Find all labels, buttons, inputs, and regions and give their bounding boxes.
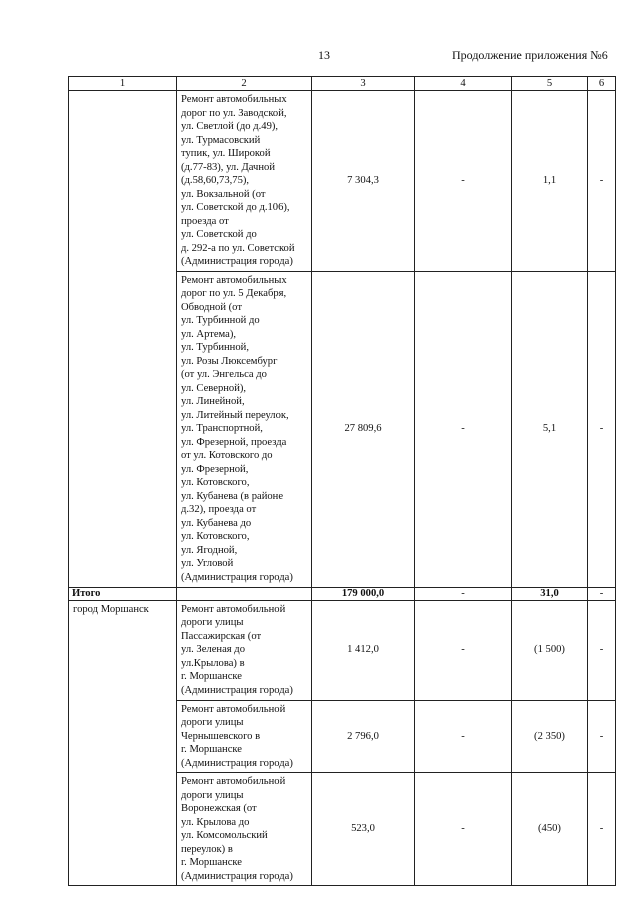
column-header: 1 xyxy=(69,77,177,91)
empty-cell xyxy=(69,91,177,588)
total-label: Итого xyxy=(69,587,177,600)
col4-cell: - xyxy=(415,700,512,773)
col6-cell: - xyxy=(588,91,616,272)
work-description: Ремонт автомобильных дорог по ул. Заводской, ул. Светлой (до д.49), ул. Турмасовский тупик, ул. Широкой (д.77-83), ул. Дачной (д.58,60,73,75), ул. Вокзальной (от ул. Советской до д.106), проезда от ул. Советской до д. 292-а по ул. Советской (Администрация города) xyxy=(177,91,312,272)
continuation-caption: Продолжение приложения №6 xyxy=(452,48,608,62)
col5-cell: (450) xyxy=(512,773,588,886)
work-description: Ремонт автомобильных дорог по ул. 5 Декабря, Обводной (от ул. Турбинной до ул. Артема), ул. Турбинной, ул. Розы Люксембург (от ул. Энгельса до ул. Северной), ул. Линейной, ул. Литейный переулок, ул. Транспортной, ул. Фрезерной, проезда от ул. Котовского до ул. Фрезерной, ул. Котовского, ул. Кубанева (в районе д.32), проезда от ул. Кубанева до ул. Котовского, ул. Ягодной, ул. Угловой (Администрация города) xyxy=(177,271,312,587)
total-col6: - xyxy=(588,587,616,600)
column-header: 5 xyxy=(512,77,588,91)
amount-cell: 1 412,0 xyxy=(312,600,415,700)
empty-cell xyxy=(177,587,312,600)
table-row xyxy=(69,91,616,272)
amount-cell: 27 809,6 xyxy=(312,271,415,587)
col5-cell: (1 500) xyxy=(512,600,588,700)
total-row xyxy=(69,587,616,600)
column-header: 6 xyxy=(588,77,616,91)
col5-cell: 5,1 xyxy=(512,271,588,587)
amount-cell: 7 304,3 xyxy=(312,91,415,272)
total-col4: - xyxy=(415,587,512,600)
column-header: 2 xyxy=(177,77,312,91)
work-description: Ремонт автомобильной дороги улицы Чернышевского в г. Моршанске (Администрация города) xyxy=(177,700,312,773)
col5-cell: 1,1 xyxy=(512,91,588,272)
col5-cell: (2 350) xyxy=(512,700,588,773)
header-row xyxy=(69,77,616,91)
column-header: 4 xyxy=(415,77,512,91)
total-amount: 179 000,0 xyxy=(312,587,415,600)
col4-cell: - xyxy=(415,773,512,886)
amount-cell: 2 796,0 xyxy=(312,700,415,773)
work-description: Ремонт автомобильной дороги улицы Воронежская (от ул. Крылова до ул. Комсомольский переулок) в г. Моршанске (Администрация города) xyxy=(177,773,312,886)
col4-cell: - xyxy=(415,600,512,700)
col6-cell: - xyxy=(588,773,616,886)
col6-cell: - xyxy=(588,600,616,700)
column-header: 3 xyxy=(312,77,415,91)
amount-cell: 523,0 xyxy=(312,773,415,886)
col6-cell: - xyxy=(588,700,616,773)
page-number: 13 xyxy=(318,48,330,62)
table-row xyxy=(69,600,616,700)
appendix-table xyxy=(68,76,616,886)
total-col5: 31,0 xyxy=(512,587,588,600)
col4-cell: - xyxy=(415,91,512,272)
col4-cell: - xyxy=(415,271,512,587)
city-name: город Моршанск xyxy=(69,600,177,886)
work-description: Ремонт автомобильной дороги улицы Пассажирская (от ул. Зеленая до ул.Крылова) в г. Моршанске (Администрация города) xyxy=(177,600,312,700)
col6-cell: - xyxy=(588,271,616,587)
